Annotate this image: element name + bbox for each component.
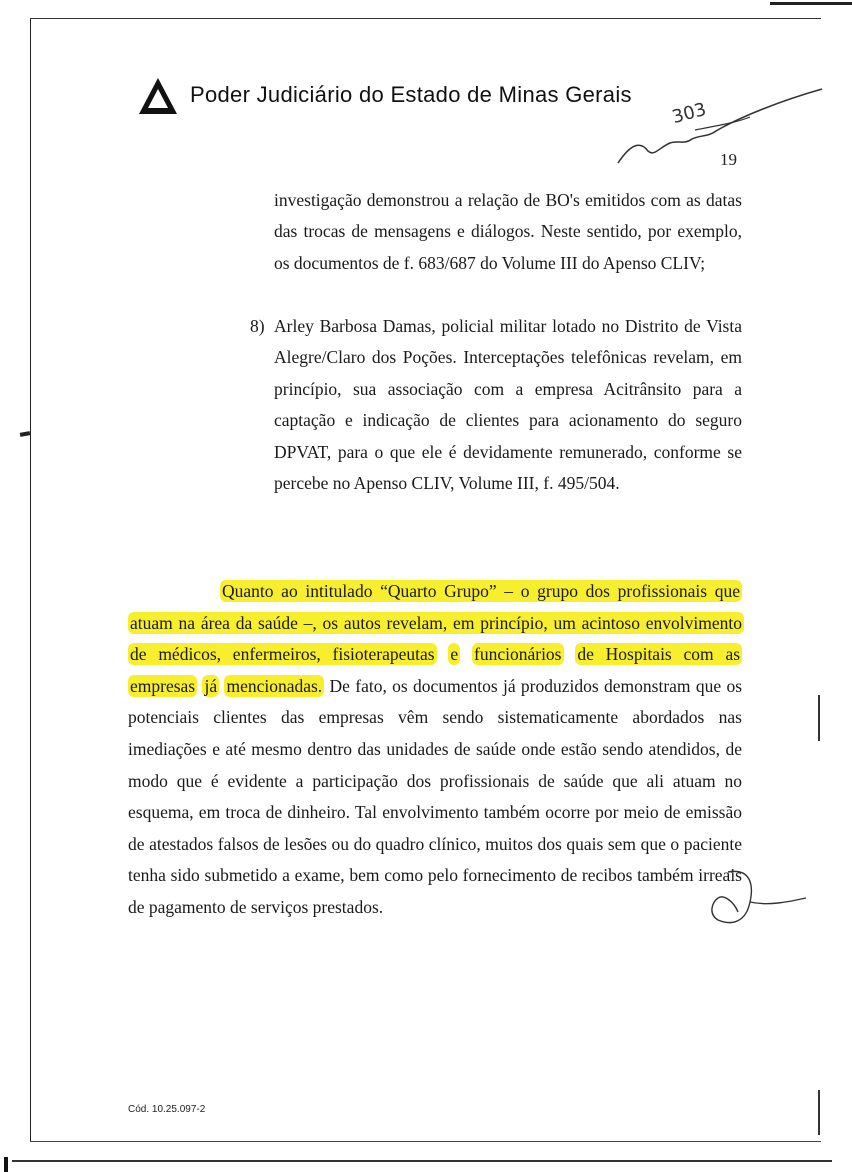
handwritten-annotation: 303	[669, 98, 709, 129]
highlighted-text: e	[450, 644, 459, 665]
highlighted-text: já	[204, 675, 218, 696]
paragraph-text	[460, 644, 472, 664]
highlighted-text: mencionadas.	[226, 675, 323, 696]
scan-mark-bottom	[12, 1160, 832, 1162]
body-paragraph	[128, 576, 742, 924]
scan-mark-right-lower	[818, 1090, 820, 1135]
list-item-8: Arley Barbosa Damas, policial militar lotado no Distrito de Vista Alegre/Claro dos Poções. Interceptações telefônicas revelam, em princípio, sua associação com a empresa Acitrânsito para a captação e indicação de clientes para acionamento do seguro DPVAT, para o que ele é devidamente remunerado, conforme se percebe no Apenso CLIV, Volume III, f. 495/504.	[274, 316, 742, 494]
paragraph-text: De fato, os documentos já produzidos demonstram que os potenciais clientes das empresas vêm sendo sistematicamente abordados nas imediações e até mesmo dentro das unidades de saúde onde estão sendo atendidos, de modo que é evidente a participação dos profissionais de saúde que ali atuam no esquema, em troca de dinheiro. Tal envolvimento também ocorre por meio de emissão de atestados falsos de lesões ou do quadro clínico, muitos dos quais sem que o paciente tenha sido submetido a exame, bem como pelo fornecimento de recibos também irreais de pagamento de serviços prestados.	[128, 675, 743, 917]
triangle-logo-icon	[137, 76, 179, 116]
handwritten-circle-mark	[688, 862, 808, 942]
header-title: Poder Judiciário do Estado de Minas Gerais	[190, 82, 632, 107]
highlighted-text: de Hospitais com as empresas	[130, 644, 741, 696]
highlighted-text: funcionários	[474, 644, 562, 665]
scan-mark-left-dash	[20, 431, 31, 437]
scan-mark-right	[818, 695, 820, 741]
scan-mark-top	[770, 2, 852, 5]
paragraph-text	[564, 644, 576, 664]
list-item-continuation: investigação demonstrou a relação de BO's emitidos com as datas das trocas de mensagens e diálogos. Neste sentido, por exemplo, os documentos de f. 683/687 do Volume III do Apenso CLIV;	[274, 190, 742, 273]
highlighted-text: Quanto ao intitulado “Quarto Grupo” – o grupo dos profissionais que atuam na área da saúde –, os autos revelam, em princípio, um acintoso envolvimento	[130, 581, 742, 633]
handwritten-signature	[600, 85, 830, 185]
footer-code: Cód. 10.25.097-2	[128, 1104, 206, 1115]
paragraph-text	[437, 644, 449, 664]
list-item-number: 8)	[250, 316, 265, 336]
highlighted-text: de médicos, enfermeiros, fisioterapeutas	[130, 644, 435, 665]
page-number: 19	[720, 150, 737, 169]
scan-mark-corner	[4, 1157, 8, 1172]
